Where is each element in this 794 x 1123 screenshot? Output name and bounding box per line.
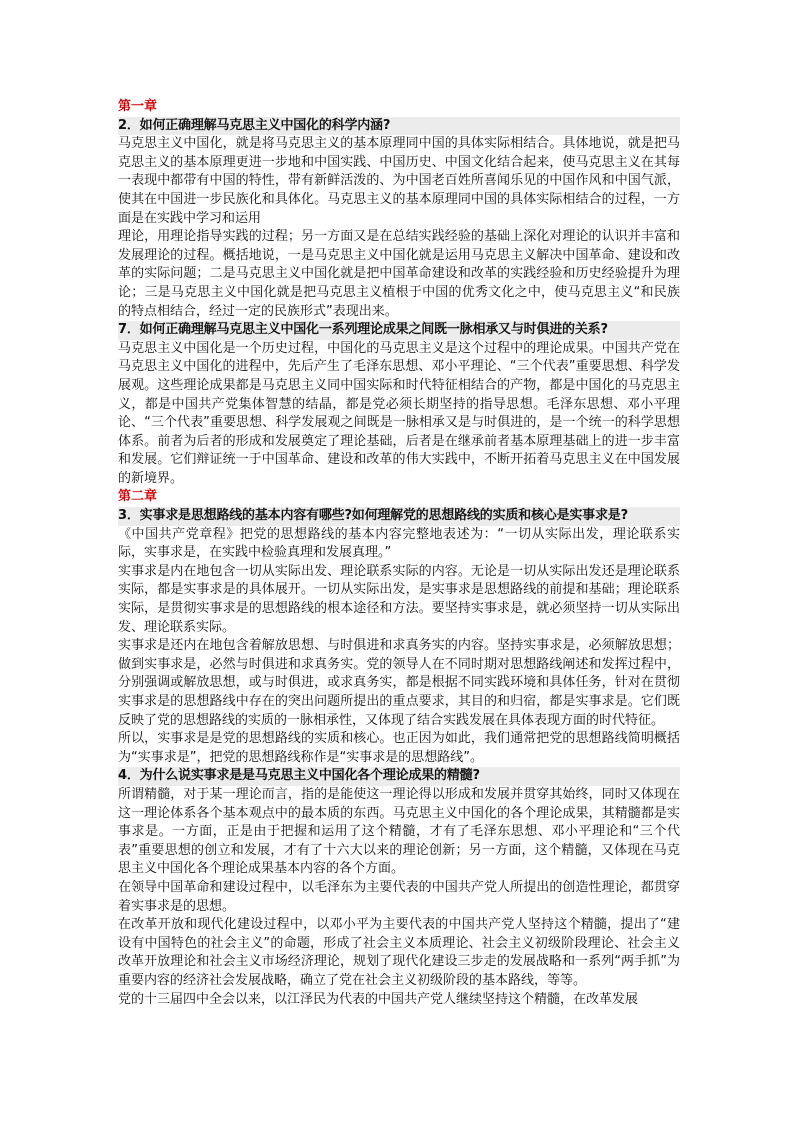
question-3-heading: 3．实事求是思想路线的基本内容有哪些?如何理解党的思想路线的实质和核心是实事求是? [118,507,680,526]
question-4-paragraph-2: 在领导中国革命和建设过程中，以毛泽东为主要代表的中国共产党人所提出的创造性理论，都贯穿着实事求是的思想。 [118,879,680,914]
question-3-paragraph-3: 实事求是还内在地包含着解放思想、与时俱进和求真务实的内容。坚持实事求是，必须解放思想；做到实事求是，必然与时俱进和求真务实。党的领导人在不同时期对思想路线阐述和发挥过程中，分别强调或解放思想，或与时俱进，或求真务实，都是根据不同实践环境和具体任务，针对在贯彻实事求是的思想路线中存在的突出问题所提出的重点要求，其目的和归宿，都是实事求是。它们既反映了党的思想路线的实质的一脉相承性，又体现了结合实践发展在具体表现方面的时代特征。 [118,638,680,728]
question-7-heading: 7．如何正确理解马克思主义中国化一系列理论成果之间既一脉相承又与时俱进的关系? [118,321,680,340]
question-4-heading: 4．为什么说实事求是是马克思主义中国化各个理论成果的精髓? [118,767,680,786]
question-3-paragraph-1: 《中国共产党章程》把党的思想路线的基本内容完整地表述为：“一切从实际出发，理论联系实际，实事求是，在实践中检验真理和发展真理。” [118,526,680,561]
question-4-paragraph-3: 在改革开放和现代化建设过程中，以邓小平为主要代表的中国共产党人坚持这个精髓，提出了“建设有中国特色的社会主义”的命题，形成了社会主义本质理论、社会主义初级阶段理论、社会主义改革开放理论和社会主义市场经济理论，规划了现代化建设三步走的发展战略和一系列“两手抓”为重要内容的经济社会发展战略，确立了党在社会主义初级阶段的基本路线，等等。 [118,917,680,988]
question-2-paragraph-1: 马克思主义中国化，就是将马克思主义的基本原理同中国的具体实际相结合。具体地说，就是把马克思主义的基本原理更进一步地和中国实践、中国历史、中国文化结合起来，使马克思主义在其每一表现中都带有中国的特性，带有新鲜活泼的、为中国老百姓所喜闻乐见的中国作风和中国气派，使其在中国进一步民族化和具体化。马克思主义的基本原理同中国的具体实际相结合的过程，一方面是在实践中学习和运用 [118,136,680,226]
question-3-paragraph-2: 实事求是内在地包含一切从实际出发、理论联系实际的内容。无论是一切从实际出发还是理论联系实际，都是实事求是的具体展开。一切从实际出发，是实事求是思想路线的前提和基础；理论联系实际，是贯彻实事求是的思想路线的根本途径和方法。要坚持实事求是，就必须坚持一切从实际出发、理论联系实际。 [118,563,680,635]
question-7-paragraph-1: 马克思主义中国化是一个历史过程，中国化的马克思主义是这个过程中的理论成果。中国共产党在马克思主义中国化的进程中，先后产生了毛泽东思想、邓小平理论、“三个代表”重要思想、科学发展观。这些理论成果都是马克思主义同中国实际和时代特征相结合的产物，都是中国化的马克思主义，都是中国共产党集体智慧的结晶，都是党必须长期坚持的指导思想。毛泽东思想、邓小平理论、“三个代表”重要思想、科学发展观之间既是一脉相承又是与时俱进的，是一个统一的科学思想体系。前者为后者的形成和发展奠定了理论基础，后者是在继承前者基本原理基础上的进一步丰富和发展。它们辩证统一于中国革命、建设和改革的伟大实践中，不断开拓着马克思主义在中国发展的新境界。 [118,340,680,486]
question-2-heading: 2．如何正确理解马克思主义中国化的科学内涵? [118,117,680,136]
question-3-paragraph-4: 所以，实事求是是党的思想路线的实质和核心。也正因为如此，我们通常把党的思想路线简明概括为“实事求是”，把党的思想路线称作是“实事求是的思想路线”。 [118,731,680,765]
document-page [118,98,680,1009]
chapter-1-heading: 第一章 [118,99,158,114]
chapter-2-heading: 第二章 [118,489,158,505]
question-4-paragraph-4: 党的十三届四中全会以来，以江泽民为代表的中国共产党人继续坚持这个精髓，在改革发展 [118,991,639,1007]
question-4-paragraph-1: 所谓精髓，对于某一理论而言，指的是能使这一理论得以形成和发展并贯穿其始终，同时又体现在这一理论体系各个基本观点中的最本质的东西。马克思主义中国化的各个理论成果，其精髓都是实事求是。一方面，正是由于把握和运用了这个精髓，才有了毛泽东思想、邓小平理论和“三个代表”重要思想的创立和发展，才有了十六大以来的理论创新；另一方面，这个精髓，又体现在马克思主义中国化各个理论成果基本内容的各个方面。 [118,786,680,877]
question-2-paragraph-2: 理论，用理论指导实践的过程；另一方面又是在总结实践经验的基础上深化对理论的认识并丰富和发展理论的过程。概括地说，一是马克思主义中国化就是运用马克思主义解决中国革命、建设和改革的实际问题；二是马克思主义中国化就是把中国革命建设和改革的实践经验和历史经验提升为理论；三是马克思主义中国化就是把马克思主义植根于中国的优秀文化之中，使马克思主义“和民族的特点相结合，经过一定的民族形式”表现出来。 [118,229,680,319]
